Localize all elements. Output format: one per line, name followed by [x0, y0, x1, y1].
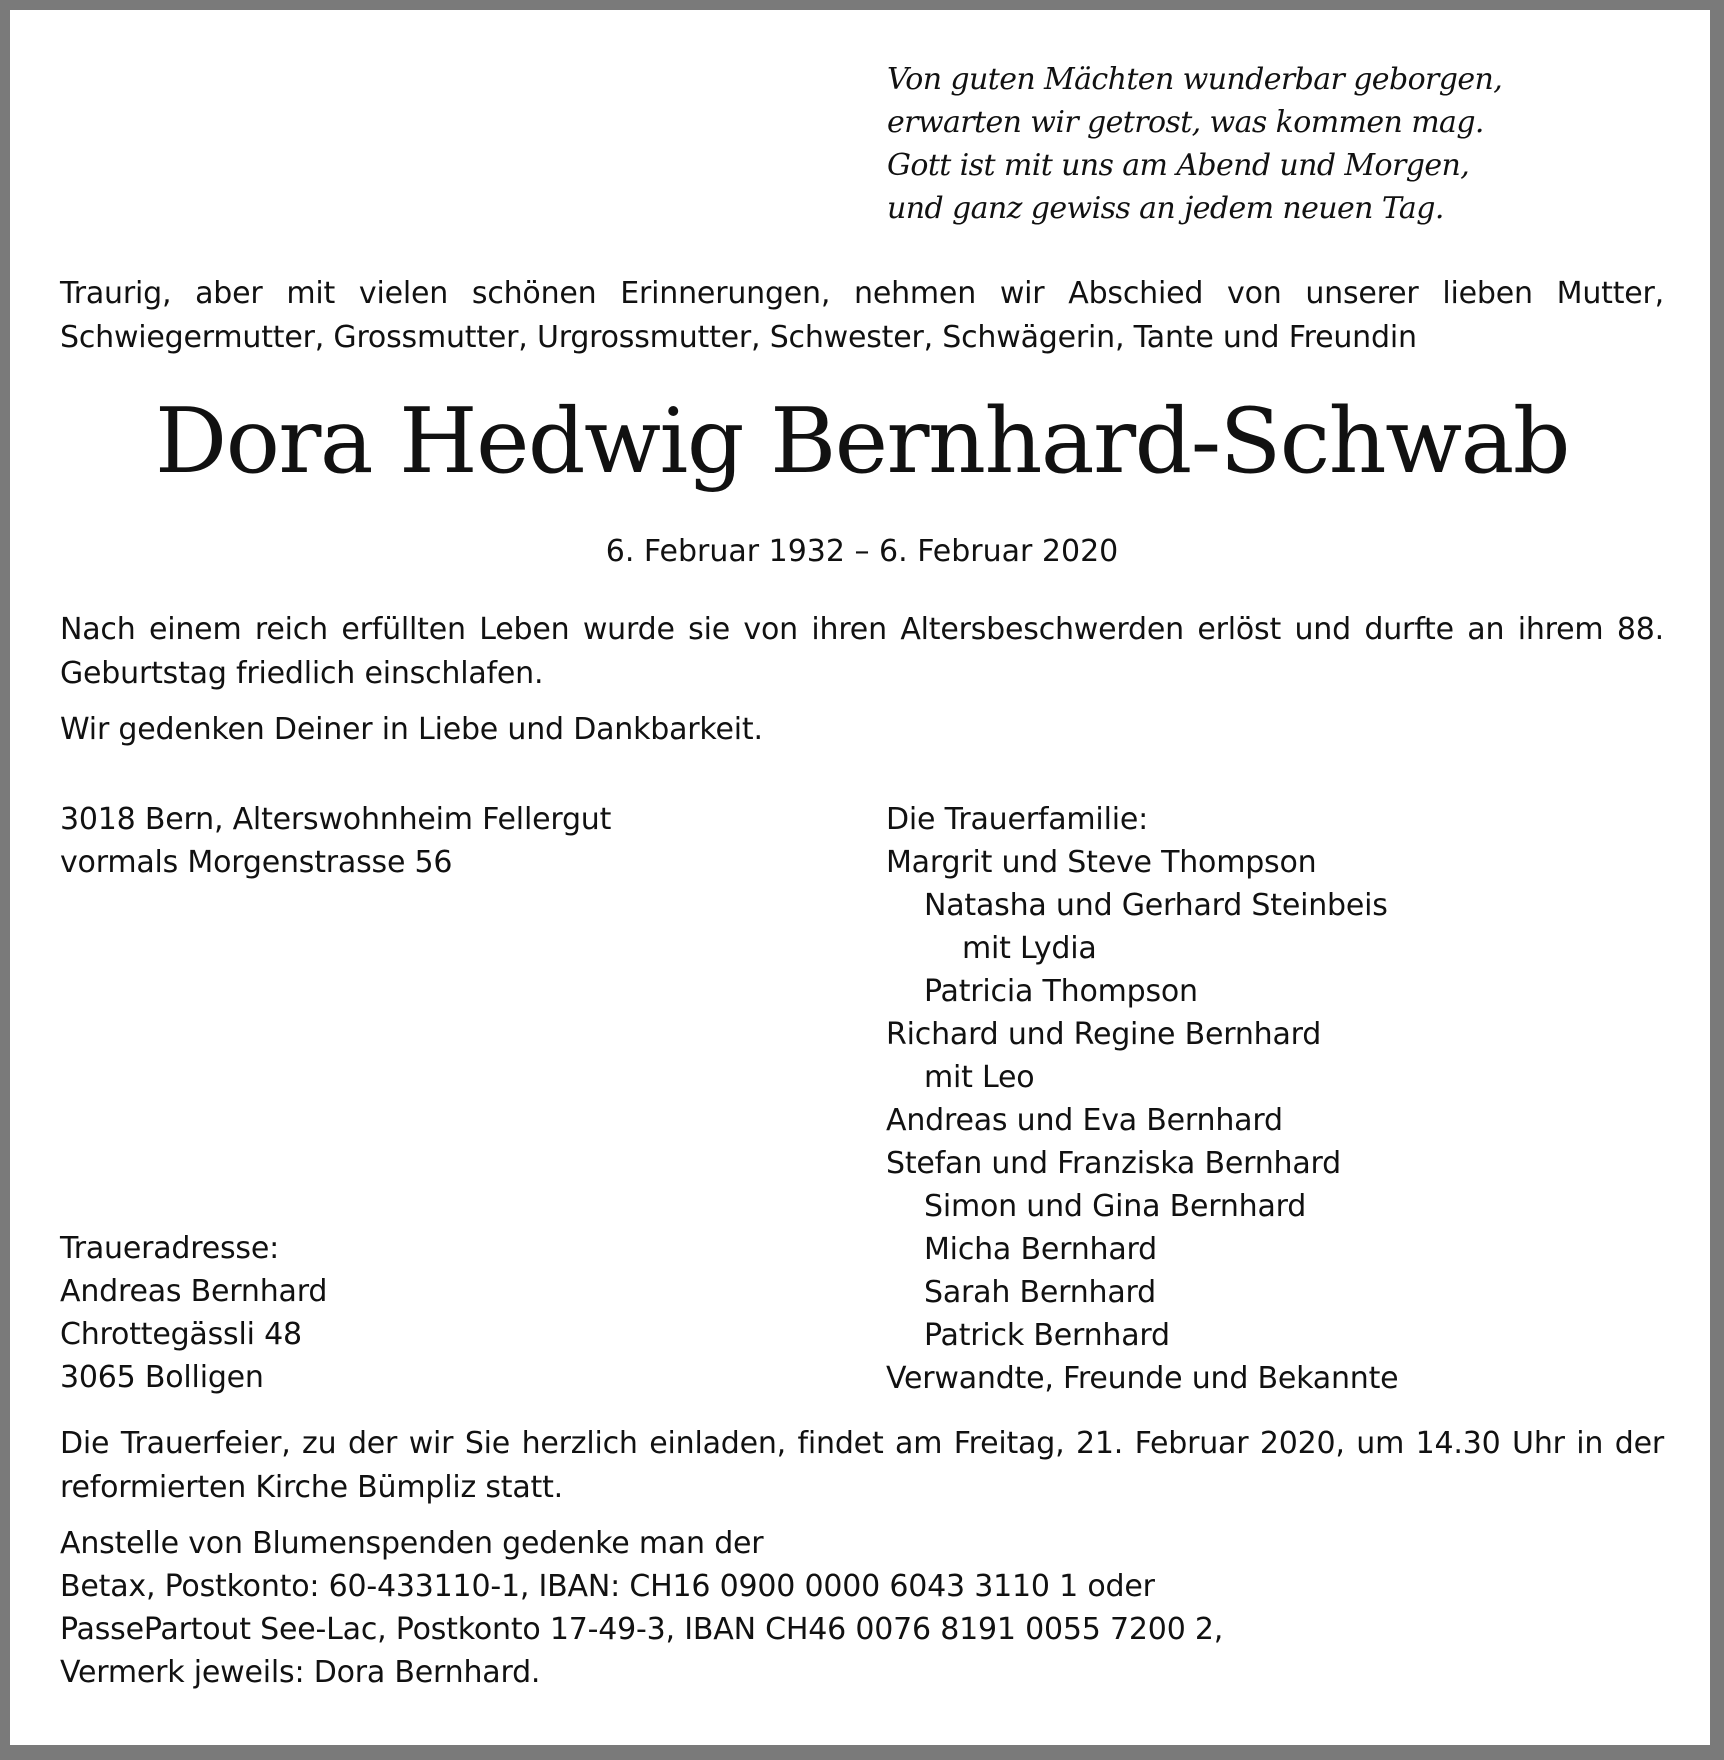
- family-line: Simon und Gina Bernhard: [924, 1189, 1307, 1224]
- donation-line: Betax, Postkonto: 60-433110-1, IBAN: CH16 0900 0000 6043 3110 1 oder: [60, 1569, 1155, 1604]
- ceremony-text: Die Trauerfeier, zu der wir Sie herzlich einladen, findet am Freitag, 21. Februar 2020, um 14.30 Uhr in der reformierten Kirche Bümpliz statt.: [60, 1426, 1664, 1505]
- mourning-address-line: Chrottegässli 48: [60, 1317, 302, 1352]
- obituary-notice: [10, 10, 1710, 1745]
- mourning-address-line: Andreas Bernhard: [60, 1274, 328, 1309]
- family-line: Verwandte, Freunde und Bekannte: [886, 1361, 1399, 1396]
- mourning-address-line: Traueradresse:: [60, 1231, 280, 1266]
- poem-line: und ganz gewiss an jedem neuen Tag.: [887, 191, 1444, 226]
- family-line: Andreas und Eva Bernhard: [886, 1103, 1283, 1138]
- address-line: 3018 Bern, Alterswohnheim Fellergut: [60, 802, 612, 837]
- mourning-address-line: 3065 Bolligen: [60, 1360, 264, 1395]
- donation-line: Vermerk jeweils: Dora Bernhard.: [60, 1655, 541, 1690]
- mourning-family: [886, 798, 1398, 1400]
- donation-line: PassePartout See-Lac, Postkonto 17-49-3, IBAN CH46 0076 8191 0055 7200 2,: [60, 1612, 1224, 1647]
- family-line: Stefan und Franziska Bernhard: [886, 1146, 1341, 1181]
- poem-line: Gott ist mit uns am Abend und Morgen,: [887, 148, 1470, 183]
- family-line: Die Trauerfamilie:: [886, 802, 1149, 837]
- family-line: Richard und Regine Bernhard: [886, 1017, 1322, 1052]
- family-line: Patricia Thompson: [924, 974, 1198, 1009]
- intro-text: Traurig, aber mit vielen schönen Erinnerungen, nehmen wir Abschied von unserer lieben Mutter, Schwiegermutter, Grossmutter, Urgrossmutter, Schwester, Schwägerin, Tante und Freundin: [60, 276, 1664, 355]
- address-line: vormals Morgenstrasse 56: [60, 845, 453, 880]
- poem-line: erwarten wir getrost, was kommen mag.: [887, 105, 1484, 140]
- deceased-name: Dora Hedwig Bernhard-Schwab: [155, 389, 1569, 494]
- remembrance-text: Wir gedenken Deiner in Liebe und Dankbarkeit.: [60, 712, 763, 747]
- poem-line: Von guten Mächten wunderbar geborgen,: [887, 62, 1503, 97]
- family-line: Sarah Bernhard: [924, 1275, 1156, 1310]
- poem: [887, 58, 1502, 230]
- life-dates: 6. Februar 1932 – 6. Februar 2020: [605, 534, 1119, 569]
- family-line: mit Leo: [924, 1060, 1035, 1095]
- residence-address: [60, 798, 611, 884]
- donation-line: Anstelle von Blumenspenden gedenke man der: [60, 1526, 764, 1561]
- family-line: Natasha und Gerhard Steinbeis: [924, 888, 1388, 923]
- family-line: Micha Bernhard: [924, 1232, 1157, 1267]
- life-text: Nach einem reich erfüllten Leben wurde sie von ihren Altersbeschwerden erlöst und durfte an ihrem 88. Geburtstag friedlich einschlafen.: [60, 612, 1664, 691]
- family-line: Patrick Bernhard: [924, 1318, 1170, 1353]
- mourning-address: [60, 1227, 327, 1399]
- family-line: Margrit und Steve Thompson: [886, 845, 1317, 880]
- family-line: mit Lydia: [962, 931, 1097, 966]
- donation-info: [60, 1522, 1223, 1694]
